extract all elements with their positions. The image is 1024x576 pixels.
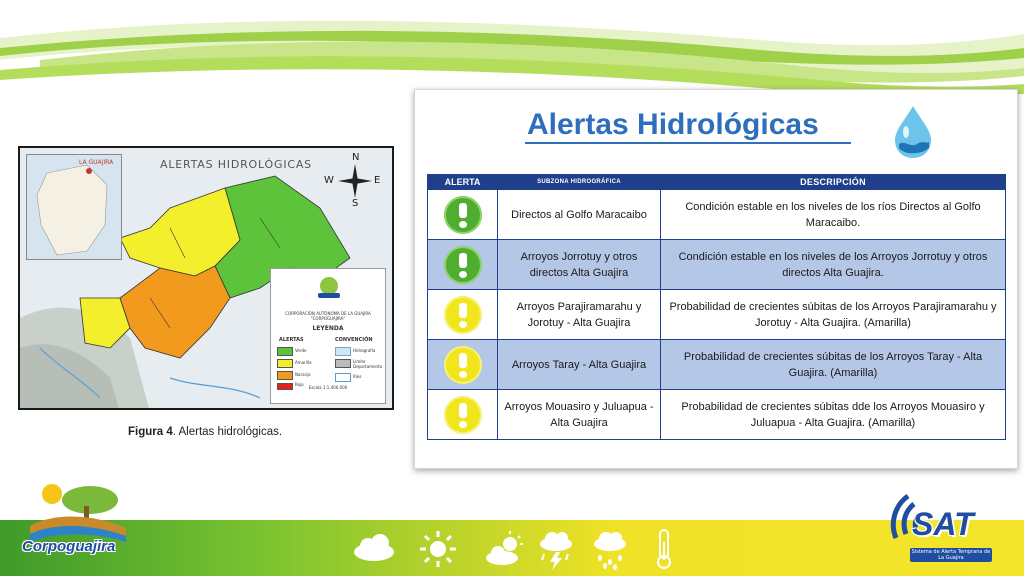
legend-label-green: Verde	[295, 348, 307, 353]
legend-label-boundary: Límite Departamento	[353, 359, 383, 369]
panel-title: Alertas Hidrológicas	[527, 108, 819, 141]
map-legend	[270, 268, 386, 404]
description-cell: Condición estable en los niveles de los ríos Directos al Golfo Maracaibo.	[661, 190, 1006, 240]
legend-scale: Escala 1:1.400.000	[308, 385, 348, 390]
legend-swatch-boundary	[335, 359, 351, 368]
legend-swatch-yellow	[277, 359, 293, 368]
description-cell: Probabilidad de crecientes súbitas de los Arroyos Taray - Alta Guajira. (Amarilla)	[661, 340, 1006, 390]
inset-map-shape	[27, 155, 121, 259]
legend-swatch-rivers	[335, 373, 351, 382]
table-header-row	[428, 175, 1006, 190]
sun-icon	[420, 531, 456, 567]
compass-north: N	[352, 152, 360, 163]
legend-label-orange: Naranja	[295, 372, 311, 377]
alert-cell	[428, 290, 498, 340]
caption-text: . Alertas hidrológicas.	[172, 426, 283, 438]
subzone-cell: Arroyos Taray - Alta Guajira	[498, 340, 661, 390]
compass-rose	[324, 152, 381, 209]
title-underline	[525, 142, 851, 144]
alert-cell	[428, 240, 498, 290]
yellow-alert-icon	[444, 346, 482, 384]
subzone-cell: Arroyos Jorrotuy y otros directos Alta Guajira	[498, 240, 661, 290]
subzone-cell: Arroyos Parajiramarahu y Jorotuy - Alta Guajira	[498, 290, 661, 340]
legend-label-red: Roja	[295, 382, 304, 387]
compass-east: E	[374, 175, 381, 186]
weather-icons-row	[352, 528, 682, 570]
alert-cell	[428, 340, 498, 390]
partly-cloudy-icon	[486, 531, 523, 565]
yellow-alert-icon	[444, 296, 482, 334]
table-row	[428, 390, 1006, 440]
description-cell: Probabilidad de crecientes súbitas de los Arroyos Parajiramarahu y Jorotuy - Alta Guajira. (Amarilla)	[661, 290, 1006, 340]
compass-south: S	[352, 198, 359, 209]
sat-subtitle: Sistema de Alerta Temprana de La Guajira	[911, 549, 991, 561]
hydrological-alerts-map	[18, 146, 394, 410]
legend-title: LEYENDA	[312, 325, 344, 332]
alert-cell	[428, 190, 498, 240]
header-description: DESCRIPCIÓN	[661, 175, 1006, 190]
green-alert-icon	[444, 196, 482, 234]
legend-label-hydro: Hidrografía	[353, 348, 376, 353]
caption-figure-number: Figura 4	[128, 426, 173, 438]
table-row	[428, 340, 1006, 390]
legend-swatch-hydro	[335, 347, 351, 356]
storm-icon	[540, 532, 572, 570]
subzone-cell: Arroyos Mouasiro y Juluapua - Alta Guajira	[498, 390, 661, 440]
table-row	[428, 190, 1006, 240]
header-subzone: SUBZONA HIDROGRÁFICA	[498, 175, 661, 190]
description-cell: Condición estable en los niveles de los Arroyos Jorrotuy y otros directos Alta Guajira.	[661, 240, 1006, 290]
cloud-icon	[354, 534, 394, 561]
table-row	[428, 240, 1006, 290]
map-title: ALERTAS HIDROLÓGICAS	[160, 158, 312, 171]
legend-alerts-title: ALERTAS	[279, 337, 304, 343]
corpoguajira-mini-logo	[314, 275, 344, 301]
corpoguajira-wordmark: Corpoguajira	[22, 538, 116, 555]
table-row	[428, 290, 1006, 340]
description-cell: Probabilidad de crecientes súbitas dde los Arroyos Mouasiro y Juluapua - Alta Guajira. (Amarilla)	[661, 390, 1006, 440]
subzone-cell: Directos al Golfo Maracaibo	[498, 190, 661, 240]
locator-inset-map	[26, 154, 122, 260]
green-alert-icon	[444, 246, 482, 284]
inset-map-label: LA GUAJIRA	[79, 159, 114, 166]
thermometer-icon	[658, 530, 670, 568]
header-alert: ALERTA	[428, 175, 498, 190]
yellow-alert-icon	[444, 396, 482, 434]
legend-swatch-orange	[277, 371, 293, 380]
alerts-panel	[414, 89, 1018, 469]
rain-icon	[594, 532, 626, 570]
figure-caption	[128, 426, 282, 438]
water-drop-icon	[891, 104, 935, 160]
legend-label-yellow: Amarilla	[295, 360, 312, 365]
legend-swatch-green	[277, 347, 293, 356]
compass-west: W	[324, 175, 334, 186]
legend-label-rivers: Ríos	[353, 374, 362, 379]
alerts-table	[427, 174, 1006, 440]
legend-organization: CORPORACIÓN AUTÓNOMA DE LA GUAJIRA "CORPOGUAJIRA"	[285, 311, 371, 321]
alert-cell	[428, 390, 498, 440]
legend-convention-title: CONVENCIÓN	[335, 337, 373, 343]
sat-logo-text: SAT	[912, 506, 974, 542]
